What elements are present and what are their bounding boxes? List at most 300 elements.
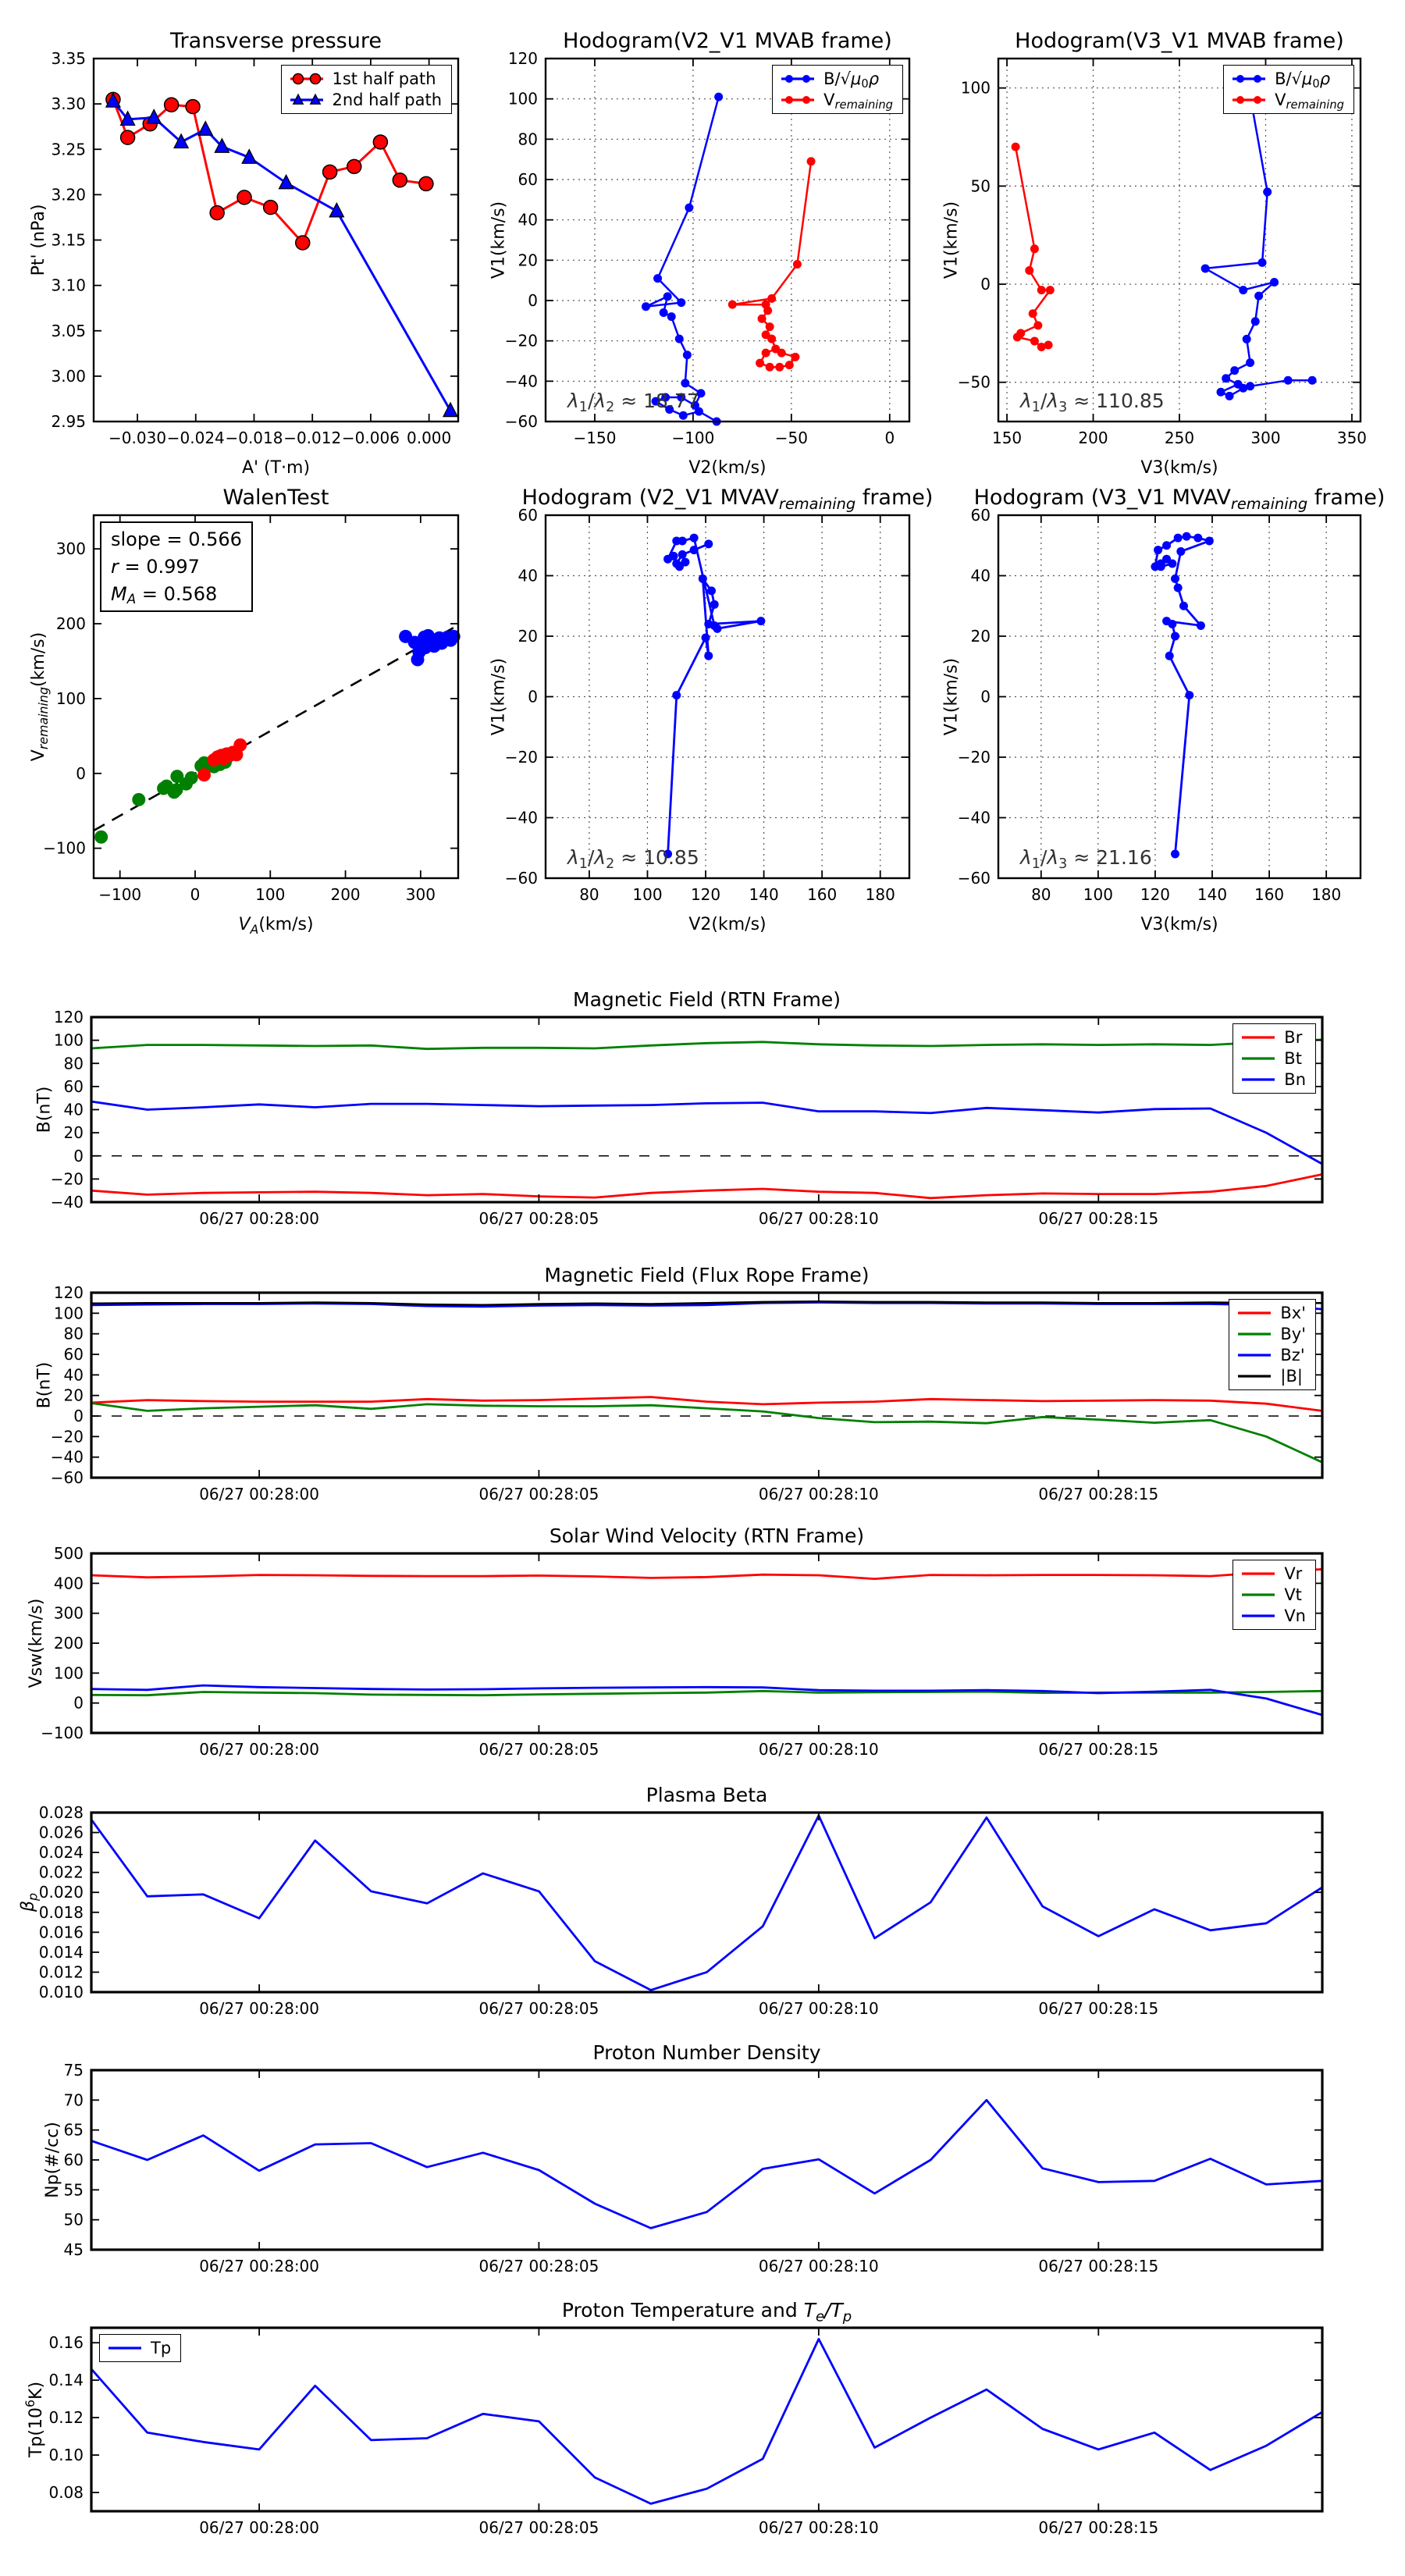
text-segment: 2	[606, 856, 615, 872]
x-axis-label: V2(km/s)	[688, 458, 767, 478]
data-point	[443, 403, 457, 417]
legend	[1232, 1023, 1316, 1094]
y-tick-label: 80	[63, 1324, 84, 1343]
text-segment: λ	[1020, 390, 1032, 412]
y-tick-label: 20	[970, 627, 991, 646]
y-tick-label: −60	[504, 412, 538, 431]
legend-label	[1275, 91, 1344, 112]
text-segment: λ	[594, 846, 606, 869]
y-tick-label: 60	[63, 1345, 84, 1364]
text-segment: ρ	[868, 69, 880, 88]
legend-label	[1284, 1606, 1306, 1625]
legend	[281, 65, 453, 114]
y-tick-label: −20	[957, 748, 991, 767]
x-tick-label: 06/27 00:28:10	[758, 2257, 879, 2275]
data-point	[672, 536, 681, 545]
stat-line	[111, 581, 242, 608]
legend	[99, 2334, 181, 2362]
data-point	[791, 353, 799, 361]
data-point	[132, 793, 145, 806]
legend-label	[1284, 1585, 1302, 1604]
legend-label	[823, 69, 880, 91]
text-segment: A	[126, 591, 137, 607]
y-tick-label: 45	[63, 2240, 84, 2259]
text-segment: μ	[851, 69, 862, 88]
data-point	[1239, 286, 1247, 294]
y-tick-label: 300	[53, 1603, 84, 1623]
text-segment: Bx'	[1280, 1304, 1306, 1322]
y-tick-label: −100	[41, 1724, 84, 1742]
y-tick-label: 0.026	[38, 1823, 84, 1842]
data-point	[667, 312, 676, 321]
plot-canvas	[34, 1264, 1322, 1503]
series-Vr	[91, 1569, 1322, 1578]
y-tick-label: 60	[63, 1076, 84, 1096]
data-point	[762, 349, 770, 358]
x-tick-label: 06/27 00:28:05	[478, 2257, 599, 2275]
text-segment: Vr	[1284, 1564, 1303, 1583]
y-tick-label: 3.15	[51, 230, 86, 250]
y-tick-label: 3.35	[51, 49, 86, 68]
legend-line-sample-icon	[1240, 1030, 1277, 1044]
legend-line-sample-icon	[779, 93, 816, 107]
text-segment: 2nd half path	[332, 91, 442, 109]
legend-item	[1236, 1367, 1306, 1386]
text-segment: r	[111, 555, 119, 578]
data-point	[672, 560, 681, 568]
x-tick-label: 06/27 00:28:10	[758, 1740, 879, 1759]
data-point	[777, 349, 786, 358]
y-tick-label: 0	[73, 1693, 84, 1713]
text-segment: 0	[1312, 77, 1320, 91]
data-point	[1185, 691, 1193, 699]
x-axis-label: V3(km/s)	[1140, 458, 1218, 478]
stat-line	[111, 526, 242, 553]
y-tick-label: −40	[50, 1447, 84, 1467]
y-tick-label: −40	[504, 808, 538, 827]
data-point	[1246, 358, 1254, 367]
series-beta p	[91, 1816, 1322, 1991]
y-tick-label: 60	[518, 170, 538, 189]
data-point	[1263, 187, 1272, 196]
x-tick-label: 180	[1311, 885, 1342, 904]
y-tick-label: 3.05	[51, 321, 86, 340]
legend-label	[1284, 1049, 1302, 1068]
legend-line-sample-icon	[1240, 1051, 1277, 1066]
plot-title: WalenTest	[222, 486, 329, 510]
x-tick-label: 160	[807, 885, 838, 904]
plot-hodogram-v3v1-mvav	[941, 486, 1385, 934]
legend-label	[333, 91, 443, 109]
text-segment: V	[823, 91, 835, 109]
text-segment: remaining	[834, 98, 893, 112]
y-tick-label: 20	[518, 251, 538, 270]
y-tick-label: 0.010	[38, 1983, 84, 2001]
text-segment: 1	[578, 856, 588, 872]
legend-label	[151, 2339, 171, 2357]
data-point	[1251, 317, 1260, 326]
data-point	[785, 75, 793, 83]
x-tick-label: −0.024	[166, 429, 225, 447]
y-tick-label: 0	[980, 275, 991, 294]
plot-magnetic-field-flux-rope	[34, 1264, 1322, 1503]
y-tick-label: 40	[518, 566, 538, 585]
x-tick-label: 06/27 00:28:15	[1038, 1209, 1159, 1228]
eigenvalue-ratio-annotation	[1020, 390, 1165, 415]
text-segment: Tp	[151, 2339, 172, 2357]
data-point	[279, 175, 293, 189]
stat-line	[111, 553, 242, 581]
x-tick-label: 0.000	[407, 429, 452, 447]
legend-line-sample-icon	[1240, 1588, 1277, 1602]
plot-hodogram-v2v1-mvab	[489, 29, 909, 478]
legend-line-sample-icon	[106, 2341, 144, 2355]
text-segment: M	[111, 582, 127, 605]
text-segment: ≈ 110.85	[1067, 390, 1165, 412]
y-tick-label: 60	[63, 2151, 84, 2169]
data-point	[1176, 547, 1185, 556]
y-tick-label: 80	[63, 1054, 84, 1073]
y-axis-label: V1(km/s)	[489, 201, 509, 279]
plot-title: Plasma Beta	[646, 1784, 768, 1806]
data-point	[1197, 621, 1205, 630]
data-point	[1171, 575, 1179, 583]
data-point	[1284, 376, 1293, 385]
plot-hodogram-v3v1-mvab	[941, 29, 1368, 478]
data-point	[1168, 560, 1176, 568]
y-axis-label: $V_{remaining}(km/s)$	[29, 632, 51, 762]
text-segment: By'	[1280, 1325, 1306, 1343]
text-segment: B/√	[823, 69, 851, 88]
text-segment: B/√	[1275, 69, 1302, 88]
legend-item	[1240, 1049, 1306, 1068]
y-tick-label: 3.10	[51, 276, 86, 295]
text-segment: 1	[1031, 856, 1040, 872]
y-tick-label: 120	[53, 1283, 84, 1302]
series-V path	[668, 538, 761, 854]
x-tick-label: 200	[330, 885, 361, 904]
legend-item	[779, 69, 893, 91]
data-point	[419, 176, 433, 190]
legend-label	[1284, 1028, 1302, 1047]
data-point	[1222, 374, 1230, 382]
data-point	[775, 363, 784, 372]
y-axis-label: B(nT)	[34, 1086, 55, 1133]
plot-canvas	[489, 486, 934, 934]
x-tick-label: 300	[1250, 429, 1281, 447]
data-point	[714, 93, 723, 101]
eigenvalue-ratio-annotation	[567, 390, 699, 415]
data-point	[802, 96, 810, 104]
x-tick-label: −100	[671, 429, 715, 447]
data-point	[1205, 536, 1214, 545]
text-segment: = 0.997	[118, 555, 200, 578]
legend-item	[106, 2339, 171, 2357]
x-tick-label: 350	[1336, 429, 1368, 447]
data-point	[1246, 382, 1254, 390]
y-axis-label: V1(km/s)	[941, 657, 962, 736]
y-tick-label: 60	[970, 506, 991, 525]
y-tick-label: −40	[50, 1193, 84, 1212]
y-tick-label: −60	[957, 869, 991, 888]
text-segment: ≈ 10.85	[614, 846, 699, 869]
y-tick-label: 0.012	[38, 1962, 84, 1982]
x-tick-label: 300	[405, 885, 436, 904]
data-point	[1308, 376, 1317, 385]
plot-title: Solar Wind Velocity (RTN Frame)	[549, 1525, 865, 1547]
data-point	[785, 96, 793, 104]
y-axis-label: $\beta_p$	[18, 1892, 41, 1912]
legend-item	[779, 91, 893, 112]
data-point	[660, 308, 668, 317]
x-tick-label: 06/27 00:28:05	[478, 2518, 599, 2537]
data-point	[785, 361, 794, 369]
legend-label	[1280, 1304, 1306, 1322]
x-tick-label: 06/27 00:28:15	[1038, 1999, 1159, 2018]
y-tick-label: −60	[50, 1468, 84, 1487]
plot-canvas	[34, 988, 1322, 1228]
y-tick-label: 3.00	[51, 366, 86, 386]
text-segment: ρ	[1319, 69, 1331, 88]
data-point	[690, 534, 699, 543]
x-tick-label: 80	[579, 885, 599, 904]
data-point	[329, 203, 343, 217]
text-segment: Br	[1284, 1028, 1303, 1047]
plot-title: Hodogram(V2_V1 MVAB frame)	[563, 29, 892, 53]
x-tick-label: 06/27 00:28:10	[758, 1209, 879, 1228]
y-tick-label: 3.20	[51, 185, 86, 205]
text-segment: 2	[606, 399, 615, 415]
legend-label	[1280, 1346, 1304, 1364]
data-point	[685, 204, 693, 212]
y-tick-label: 55	[63, 2180, 84, 2200]
legend-item	[1240, 1070, 1306, 1089]
legend	[1232, 1560, 1316, 1630]
plot-canvas	[23, 2299, 1322, 2537]
plot-canvas	[941, 486, 1385, 934]
legend-item	[288, 69, 443, 88]
legend-item	[1240, 1564, 1306, 1583]
y-tick-label: 0	[528, 291, 538, 310]
x-axis-label: A' (T·m)	[241, 458, 311, 478]
legend-line-sample-icon	[1236, 1348, 1273, 1362]
x-tick-label: 120	[1140, 885, 1171, 904]
y-tick-label: −50	[957, 372, 991, 392]
y-tick-label: 2.95	[51, 412, 86, 431]
text-segment: 0	[861, 77, 869, 91]
legend-label	[1280, 1325, 1306, 1343]
legend-item	[288, 91, 443, 109]
x-tick-label: −0.012	[283, 429, 342, 447]
y-axis-label: Vsw(km/s)	[27, 1598, 46, 1688]
y-tick-label: 500	[53, 1544, 84, 1563]
x-tick-label: 06/27 00:28:10	[758, 2518, 879, 2537]
data-point	[678, 550, 687, 559]
y-tick-label: 100	[55, 688, 86, 708]
x-tick-label: 06/27 00:28:15	[1038, 1485, 1159, 1503]
data-point	[681, 379, 689, 387]
x-tick-label: −0.018	[225, 429, 283, 447]
y-tick-label: 200	[53, 1634, 84, 1653]
data-point	[197, 768, 211, 781]
y-tick-label: 80	[518, 130, 538, 149]
data-point	[1270, 278, 1279, 286]
text-segment: 3	[1058, 856, 1068, 872]
x-tick-label: 140	[749, 885, 779, 904]
legend-line-sample-icon	[1240, 1073, 1277, 1087]
data-point	[1037, 286, 1046, 294]
legend-item	[1240, 1585, 1306, 1604]
y-axis-label: Np(#/cc)	[43, 2122, 62, 2198]
text-segment: Vn	[1284, 1606, 1306, 1625]
data-point	[1025, 266, 1033, 275]
legend-item	[1236, 1304, 1306, 1322]
x-tick-label: 06/27 00:28:15	[1038, 1740, 1159, 1759]
data-point	[704, 652, 713, 660]
data-point	[793, 260, 802, 269]
text-segment: λ	[594, 390, 606, 412]
x-tick-label: 100	[1083, 885, 1113, 904]
y-tick-label: 0	[980, 687, 991, 706]
y-tick-label: 0	[76, 763, 86, 783]
legend-line-sample-icon	[1240, 1567, 1277, 1581]
plot-plasma-beta	[18, 1784, 1322, 2018]
x-tick-label: 06/27 00:28:00	[199, 2518, 320, 2537]
text-segment: λ	[567, 390, 579, 412]
y-tick-label: 40	[518, 210, 538, 229]
data-point	[807, 157, 816, 165]
data-point	[1236, 75, 1244, 83]
y-tick-label: 100	[53, 1304, 84, 1323]
data-point	[675, 335, 684, 343]
data-point	[1162, 541, 1171, 550]
x-axis-label: $V_A(km/s)$	[238, 915, 314, 937]
y-tick-label: 100	[53, 1030, 84, 1050]
legend-line-sample-icon	[1240, 1609, 1277, 1623]
data-point	[756, 359, 764, 368]
data-point	[1174, 584, 1183, 592]
data-point	[237, 190, 251, 205]
y-tick-label: 100	[507, 89, 538, 109]
text-segment: λ	[1047, 390, 1059, 412]
x-tick-label: 0	[884, 429, 895, 447]
text-segment: V	[1275, 91, 1286, 109]
data-point	[1030, 244, 1039, 253]
y-tick-label: 0.022	[38, 1863, 84, 1882]
x-tick-label: 06/27 00:28:05	[478, 1740, 599, 1759]
data-point	[393, 173, 407, 187]
data-point	[663, 292, 672, 301]
legend-line-sample-icon	[1230, 93, 1268, 107]
text-segment: 1	[1031, 399, 1040, 415]
y-tick-label: 20	[63, 1123, 84, 1143]
data-point	[198, 122, 212, 136]
y-axis-label: B(nT)	[34, 1361, 55, 1409]
data-point	[670, 552, 678, 560]
x-tick-label: 06/27 00:28:15	[1038, 2257, 1159, 2275]
data-point	[293, 74, 303, 84]
data-point	[264, 201, 278, 215]
data-point	[690, 546, 699, 554]
y-tick-label: 0	[528, 687, 538, 706]
text-segment: = 0.568	[136, 582, 218, 605]
plot-title: Magnetic Field (Flux Rope Frame)	[544, 1264, 870, 1286]
data-point	[710, 600, 719, 609]
x-tick-label: 100	[632, 885, 663, 904]
data-point	[756, 617, 765, 625]
y-tick-label: 0.024	[38, 1843, 84, 1863]
legend-label	[1280, 1367, 1303, 1386]
plot-title: Hodogram(V3_V1 MVAB frame)	[1015, 29, 1344, 53]
text-segment: 1	[578, 399, 588, 415]
data-point	[704, 539, 713, 548]
text-segment: λ	[1020, 846, 1032, 869]
data-point	[1044, 340, 1053, 349]
text-segment: |B|	[1280, 1367, 1303, 1386]
y-tick-label: 100	[960, 78, 991, 98]
y-tick-label: 0.014	[38, 1942, 84, 1962]
data-point	[710, 621, 719, 630]
plot-solar-wind-velocity	[27, 1525, 1322, 1759]
y-tick-label: 40	[970, 566, 991, 585]
y-tick-label: 0.020	[38, 1883, 84, 1902]
data-point	[802, 75, 810, 83]
plot-title: Proton Temperature and $T_e/T_p$	[561, 2299, 852, 2325]
x-tick-label: 100	[255, 885, 286, 904]
text-segment: Bt	[1284, 1049, 1302, 1068]
y-tick-label: 0.08	[48, 2483, 84, 2503]
x-tick-label: −0.006	[341, 429, 400, 447]
plot-walen-test	[29, 486, 458, 937]
text-segment: ≈ 18.77	[614, 390, 699, 412]
x-axis-label: V2(km/s)	[688, 915, 767, 934]
y-tick-label: 75	[63, 2061, 84, 2080]
text-segment: ≈ 21.16	[1067, 846, 1152, 869]
plot-title: Proton Number Density	[592, 2041, 821, 2064]
y-tick-label: 70	[63, 2090, 84, 2110]
legend-label	[1275, 69, 1331, 91]
y-tick-label: 0.14	[48, 2371, 84, 2390]
legend-item	[1236, 1346, 1306, 1364]
y-tick-label: −40	[957, 808, 991, 827]
data-point	[1193, 534, 1202, 543]
x-axis-label: V3(km/s)	[1140, 915, 1218, 934]
y-tick-label: −20	[50, 1169, 84, 1189]
data-point	[165, 98, 179, 112]
data-point	[1046, 286, 1055, 294]
data-point	[1171, 632, 1179, 641]
data-point	[1033, 321, 1042, 329]
data-point	[310, 74, 320, 84]
series-Np	[91, 2100, 1322, 2228]
data-point	[1029, 309, 1037, 318]
y-tick-label: 50	[970, 176, 991, 196]
data-point	[702, 633, 710, 642]
series-Vn	[91, 1685, 1322, 1715]
walen-stats-box	[100, 521, 253, 612]
x-tick-label: 160	[1254, 885, 1285, 904]
y-tick-label: 0	[73, 1407, 84, 1425]
data-point	[347, 159, 361, 173]
y-tick-label: 20	[518, 627, 538, 646]
legend-line-sample-icon	[288, 93, 325, 107]
x-tick-label: 06/27 00:28:00	[199, 1999, 320, 2018]
data-point	[766, 363, 774, 372]
text-segment: /	[1040, 846, 1048, 869]
x-tick-label: −0.030	[108, 429, 167, 447]
legend-line-sample-icon	[1230, 72, 1268, 86]
data-point	[653, 274, 662, 283]
